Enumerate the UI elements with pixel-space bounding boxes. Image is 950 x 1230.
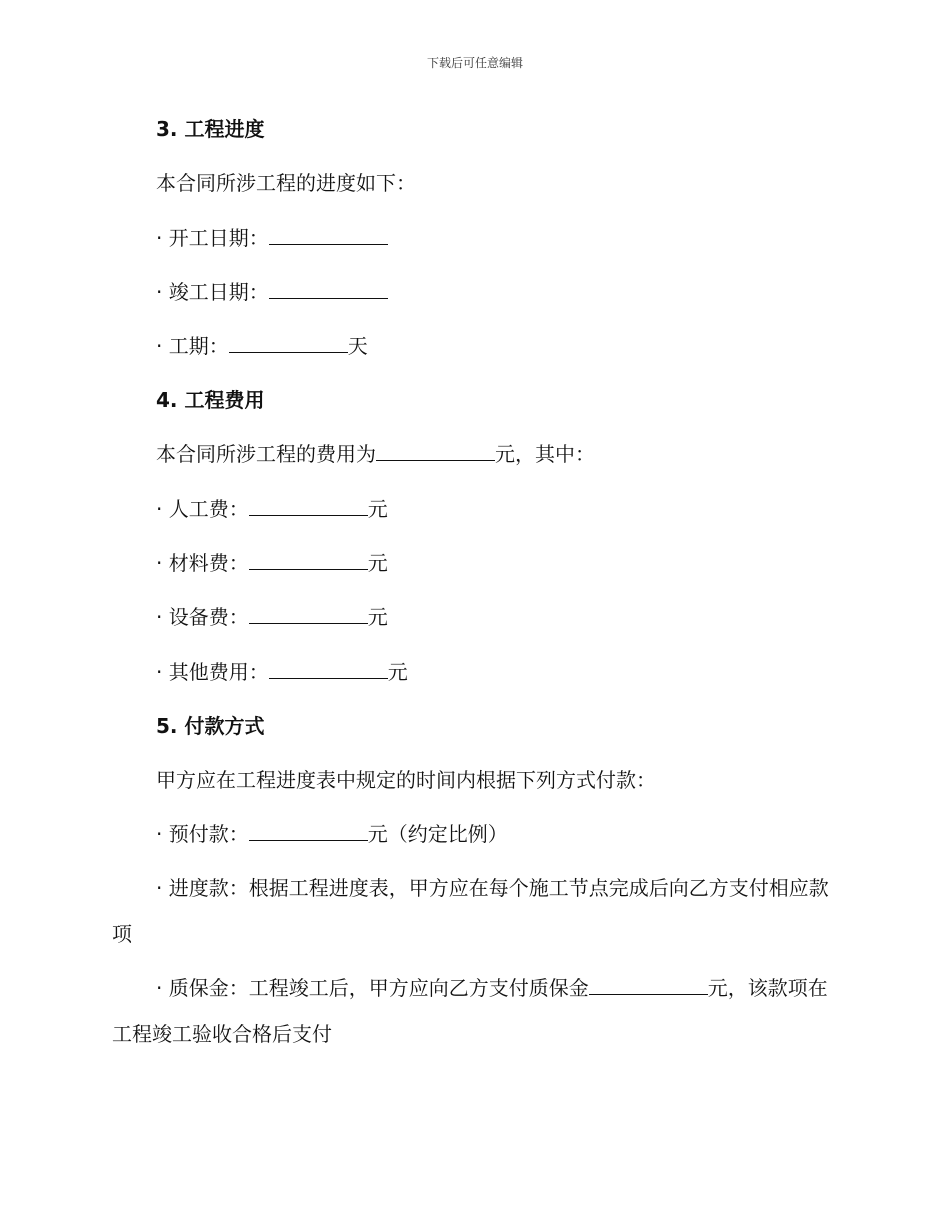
section-4-heading: 4. 工程费用 [156,388,265,412]
equipment-cost-label: · 设备费： [156,605,249,629]
total-cost-label: 本合同所涉工程的费用为 [156,442,376,466]
material-cost-unit: 元 [367,551,388,575]
finish-date-label: · 竣工日期： [156,280,269,304]
other-cost-blank[interactable] [269,660,388,679]
finish-date-blank[interactable] [269,280,388,299]
section-5-intro: 甲方应在工程进度表中规定的时间内根据下列方式付款： [156,768,656,792]
labor-cost-label: · 人工费： [156,497,249,521]
start-date-blank[interactable] [269,226,388,245]
equipment-cost-line [156,605,388,629]
prepayment-blank[interactable] [249,822,368,841]
page-header: 下载后可任意编辑 [426,56,523,70]
labor-cost-blank[interactable] [249,497,368,516]
progress-payment-paragraph: · 进度款：根据工程进度表，甲方应在每个施工节点完成后向乙方支付相应款项 [112,876,829,946]
duration-unit: 天 [347,334,368,358]
total-cost-after: 元，其中： [495,442,595,466]
material-cost-line [156,551,388,575]
finish-date-line [156,280,388,304]
duration-line [156,334,368,358]
other-cost-unit: 元 [387,660,408,684]
labor-cost-line [156,497,388,521]
duration-blank[interactable] [229,334,348,353]
start-date-line [156,226,388,250]
other-cost-line [156,660,408,684]
warranty-blank[interactable] [589,976,708,995]
warranty-after: 元，该款项在工程竣工验收合格后支付 [112,976,828,1046]
other-cost-label: · 其他费用： [156,660,269,684]
prepayment-label: · 预付款： [156,822,249,846]
equipment-cost-unit: 元 [367,605,388,629]
section-5-heading: 5. 付款方式 [156,714,265,738]
material-cost-blank[interactable] [249,551,368,570]
labor-cost-unit: 元 [367,497,388,521]
material-cost-label: · 材料费： [156,551,249,575]
prepayment-after: 元（约定比例） [367,822,508,846]
start-date-label: · 开工日期： [156,226,269,250]
section-3-heading: 3. 工程进度 [156,117,265,141]
section-3-intro: 本合同所涉工程的进度如下： [156,171,416,195]
warranty-paragraph [112,965,840,1057]
prepayment-line [156,822,508,846]
total-cost-blank[interactable] [376,442,495,461]
warranty-before: · 质保金：工程竣工后，甲方应向乙方支付质保金 [156,976,589,1000]
section-4-intro [156,442,595,466]
equipment-cost-blank[interactable] [249,605,368,624]
duration-label: · 工期： [156,334,229,358]
